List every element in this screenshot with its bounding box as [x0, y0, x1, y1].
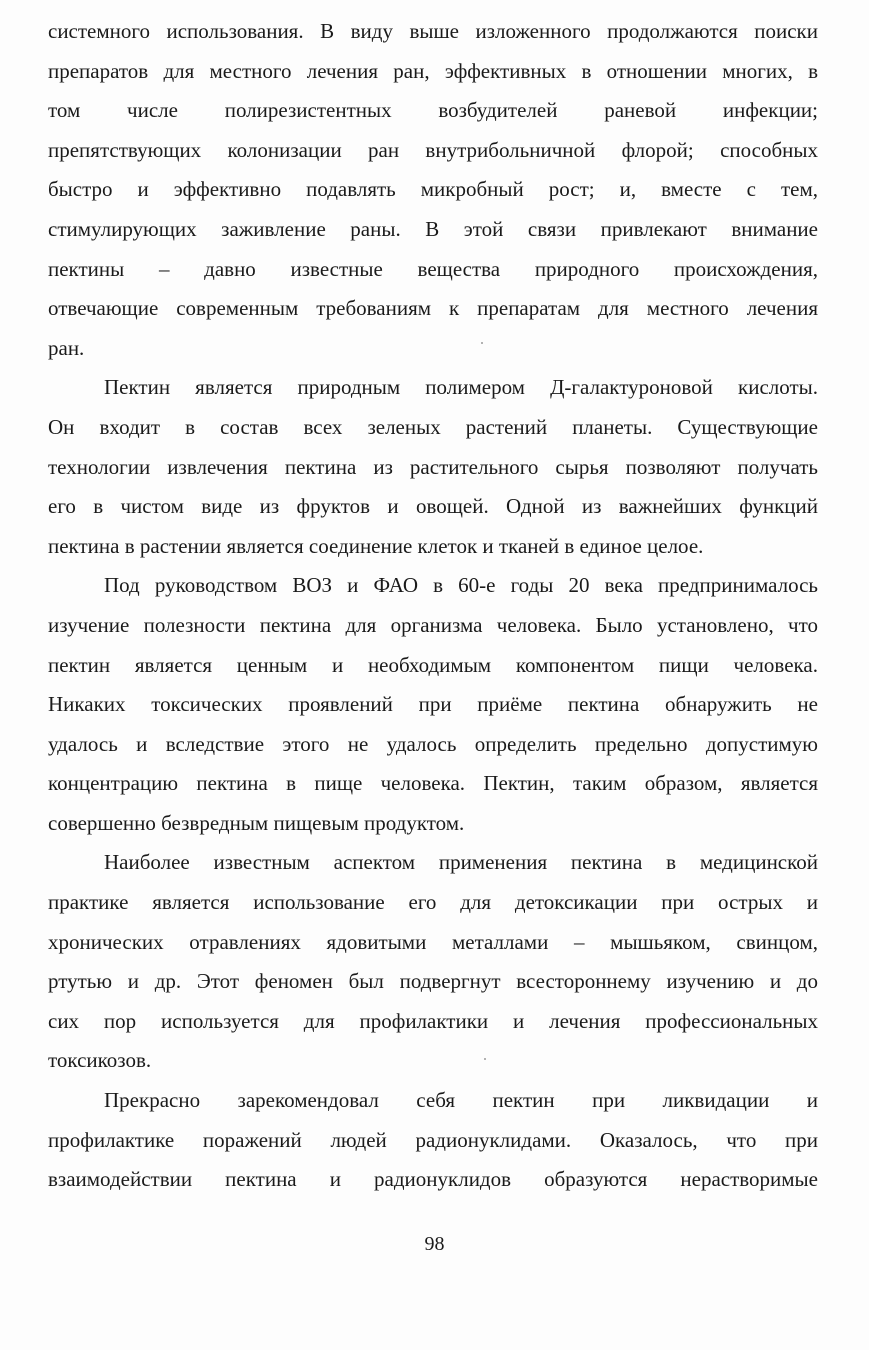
text-line: совершенно безвредным пищевым продуктом. — [48, 810, 465, 835]
text-line: Он входит в состав всех зеленых растений планеты. Существующие — [48, 414, 818, 439]
text-line: пектин является ценным и необходимым компонентом пищи человека. — [48, 652, 818, 677]
scan-speck — [481, 342, 483, 344]
text-line: токсикозов. — [48, 1048, 152, 1073]
text-line: пектины – давно известные вещества природного происхождения, — [48, 256, 818, 281]
text-line: пектина в растении является соединение клеток и тканей в единое целое. — [48, 533, 704, 558]
text-line: концентрацию пектина в пище человека. Пектин, таким образом, является — [48, 771, 818, 796]
text-line: препятствующих колонизации ран внутрибольничной флорой; способных — [48, 137, 818, 162]
page-number: 98 — [424, 1233, 445, 1255]
text-line: стимулирующих заживление раны. В этой связи привлекают внимание — [48, 216, 818, 241]
text-line: отвечающие современным требованиям к препаратам для местного лечения — [48, 296, 818, 321]
text-line: препаратов для местного лечения ран, эффективных в отношении многих, в — [48, 58, 818, 83]
text-line: изучение полезности пектина для организма человека. Было установлено, что — [48, 612, 818, 637]
text-line: взаимодействии пектина и радионуклидов образуются нерастворимые — [48, 1167, 818, 1192]
paragraph-first-line: Прекрасно зарекомендовал себя пектин при ликвидации и — [104, 1088, 818, 1113]
paragraph-first-line: Наиболее известным аспектом применения пектина в медицинской — [104, 850, 818, 875]
text-line: технологии извлечения пектина из растительного сырья позволяют получать — [48, 454, 818, 479]
text-line: ран. — [48, 335, 85, 360]
text-line: его в чистом виде из фруктов и овощей. Одной из важнейших функций — [48, 494, 818, 519]
text-line: сих пор используется для профилактики и лечения профессиональных — [48, 1008, 818, 1033]
document-body-text — [48, 12, 818, 1200]
paragraph-first-line: Под руководством ВОЗ и ФАО в 60-е годы 20 века предпринималось — [104, 573, 818, 598]
text-line: профилактике поражений людей радионуклидами. Оказалось, что при — [48, 1127, 818, 1152]
scan-speck — [484, 1058, 486, 1060]
text-line: хронических отравлениях ядовитыми металлами – мышьяком, свинцом, — [48, 929, 818, 954]
paragraph-first-line: Пектин является природным полимером Д-галактуроновой кислоты. — [104, 375, 818, 400]
text-line: системного использования. В виду выше изложенного продолжаются поиски — [48, 19, 818, 43]
text-line: удалось и вследствие этого не удалось определить предельно допустимую — [48, 731, 818, 756]
text-line: быстро и эффективно подавлять микробный рост; и, вместе с тем, — [48, 177, 818, 202]
text-line: Никаких токсических проявлений при приёме пектина обнаружить не — [48, 692, 818, 717]
text-line: практике является использование его для детоксикации при острых и — [48, 890, 818, 915]
text-line: том числе полирезистентных возбудителей раневой инфекции; — [48, 98, 818, 123]
text-line: ртутью и др. Этот феномен был подвергнут всестороннему изучению и до — [48, 969, 818, 994]
